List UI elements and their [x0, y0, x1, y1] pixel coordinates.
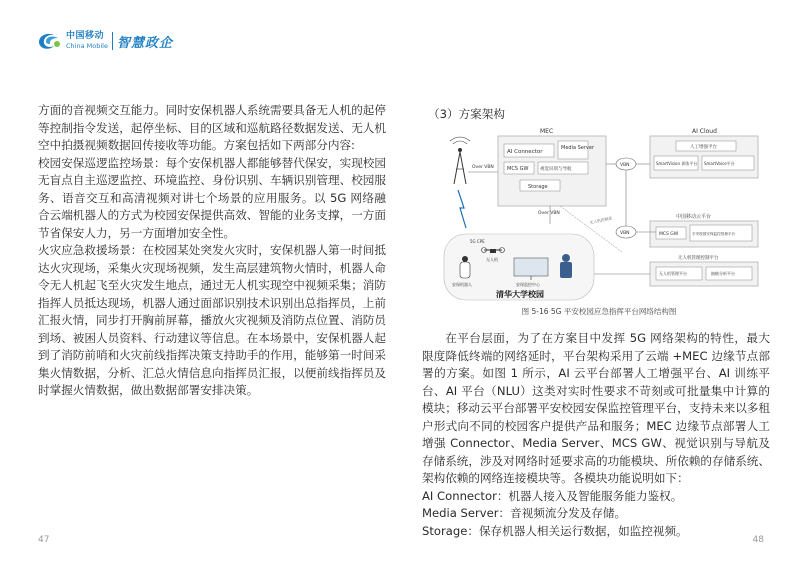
slogan: 智慧政企: [116, 35, 173, 51]
smartvision-label: SmartVision 训练平台: [656, 161, 698, 166]
drone-ctrl-label: 无人机管理控制平台: [678, 256, 719, 261]
page-number-right: 48: [752, 535, 764, 545]
mec-label: MEC: [540, 128, 554, 135]
module-desc: AI Connector：机器人接入及智能服务能力鉴权。: [422, 488, 683, 503]
ai-human-platform-label: 人工增强平台: [690, 145, 717, 150]
mcs-gw-label: MCS GW: [507, 166, 529, 172]
ai-cloud-label: AI Cloud: [692, 128, 717, 135]
page-number-left: 47: [38, 535, 50, 545]
right-column: [422, 330, 770, 540]
cell-tower-icon: [450, 137, 470, 184]
architecture-diagram: [440, 124, 764, 304]
right-paragraph: 在平台层面，为了在方案目中发挥 5G 网络架构的特性，最大限度降低终端的网络延时，平台架构采用了云端 +MEC 边缘节点部署的方案。如图 1 所示，AI 云平台部署人工增强平台、AI 训练平台、AI 平台（NLU）这类对实时性要求不苛刻或可批量集中计算的模块；移动云平台部署平安校园安保监控管理平台，支持未来以多租户形式向不同的校园客户提供产品和服务；MEC 边缘节点部署人工增强 Connector、Media Server、MCS GW、视觉识别与导航及存储系统，涉及对网络时延要求高的功能模块、所依赖的存储系统、架构依赖的网络连接模块等。各模块功能说明如下：: [422, 331, 770, 485]
campus-name: 清华大学校园: [496, 290, 544, 299]
left-paragraph: 火灾应急救援场景：在校园某处突发火灾时，安保机器人第一时间抵达火灾现场，采集火灾现场视频，发生高层建筑物火情时，机器人命令无人机起飞至火灾发生地点，通过无人机实现空中视频采集；消防指挥人员抵达现场，机器人通过面部识别技术识别出总指挥员，上前汇报火情，同步打开胸前屏幕，播放火灾视频及消防点位置、消防员到场、被困人员资料、行动建议等信息。在本场景中，安保机器人起到了消防前哨和火灾前线指挥决策支持助手的作用，能够第一时间采集火情数据，分析、汇总火情信息向指挥员汇报，以便前线指挥员及时掌握火情数据，做出数据部署安排决策。: [38, 243, 386, 397]
data-analysis-label: 抽帧分析平台: [711, 271, 735, 276]
brand-name-cn: 中国移动: [66, 31, 105, 41]
china-mobile-swirl-icon: [36, 30, 62, 52]
vbn-label: VBN: [620, 163, 630, 168]
left-column: [38, 102, 386, 400]
vision-nav-label: 视觉识别与导航: [540, 167, 572, 172]
left-paragraph: 校园安保巡逻监控场景：每个安保机器人都能够替代保安，实现校园无盲点自主巡逻监控、环境监控、身份识别、车辆识别管理、校园服务、语音交互和高清视频对讲七个场景的应用服务。以 5G 网络融合云端机器人的方式为校园安保提供高效、智能的业务支撑，一方面节省保安人力，另一方面增加安全性。: [38, 155, 386, 240]
china-mobile-logo: [36, 30, 173, 52]
wireless-link-icon: [458, 190, 466, 228]
smartvoice-label: SmartVoice平台: [704, 161, 735, 166]
section-title: （3）方案架构: [428, 107, 505, 121]
drone-label: 无人机: [486, 257, 498, 262]
over-vbn-label-2: Over VBN: [538, 211, 560, 216]
cmcc-mcs-gw-label: MCS GW: [659, 232, 679, 237]
figure-caption: 图 5-16 5G 平安校园应急指挥平台网络结构图: [521, 307, 677, 316]
left-paragraph: 方面的音视频交互能力。同时安保机器人系统需要具备无人机的起停等控制指令发送，起停坐标、目的区域和巡航路径数据发送、无人机空中拍摄视频数据回传接收等功能。方案包括如下两部分内容:: [38, 103, 386, 152]
cmcc-cloud-label: 中国移动云平台: [676, 214, 712, 220]
module-desc: Media Server：音视频流分发及存储。: [422, 506, 627, 520]
ai-connector-label: AI Connector: [507, 149, 543, 155]
monitor-center-label: 安保监控中心: [516, 282, 540, 287]
over-vbn-label: Over VBN: [472, 165, 494, 170]
module-desc: Storage：保存机器人相关运行数据，如监控视频。: [422, 523, 688, 538]
cpe-label: 5G CPE: [470, 239, 485, 244]
logo-divider: [112, 32, 113, 50]
storage-label: Storage: [528, 184, 548, 190]
drone-link-label: 无人机控制流: [589, 215, 613, 225]
vbn-label-2: VBN: [620, 231, 630, 236]
campus-mgmt-label: 平安校园安保监控管理平台: [692, 232, 736, 236]
media-server-label: Media Server: [561, 145, 595, 151]
drone-mgmt-label: 无人机管理平台: [659, 271, 687, 276]
brand-name-en: China Mobile: [66, 42, 108, 50]
robot-label: 安保机器人: [452, 282, 472, 287]
